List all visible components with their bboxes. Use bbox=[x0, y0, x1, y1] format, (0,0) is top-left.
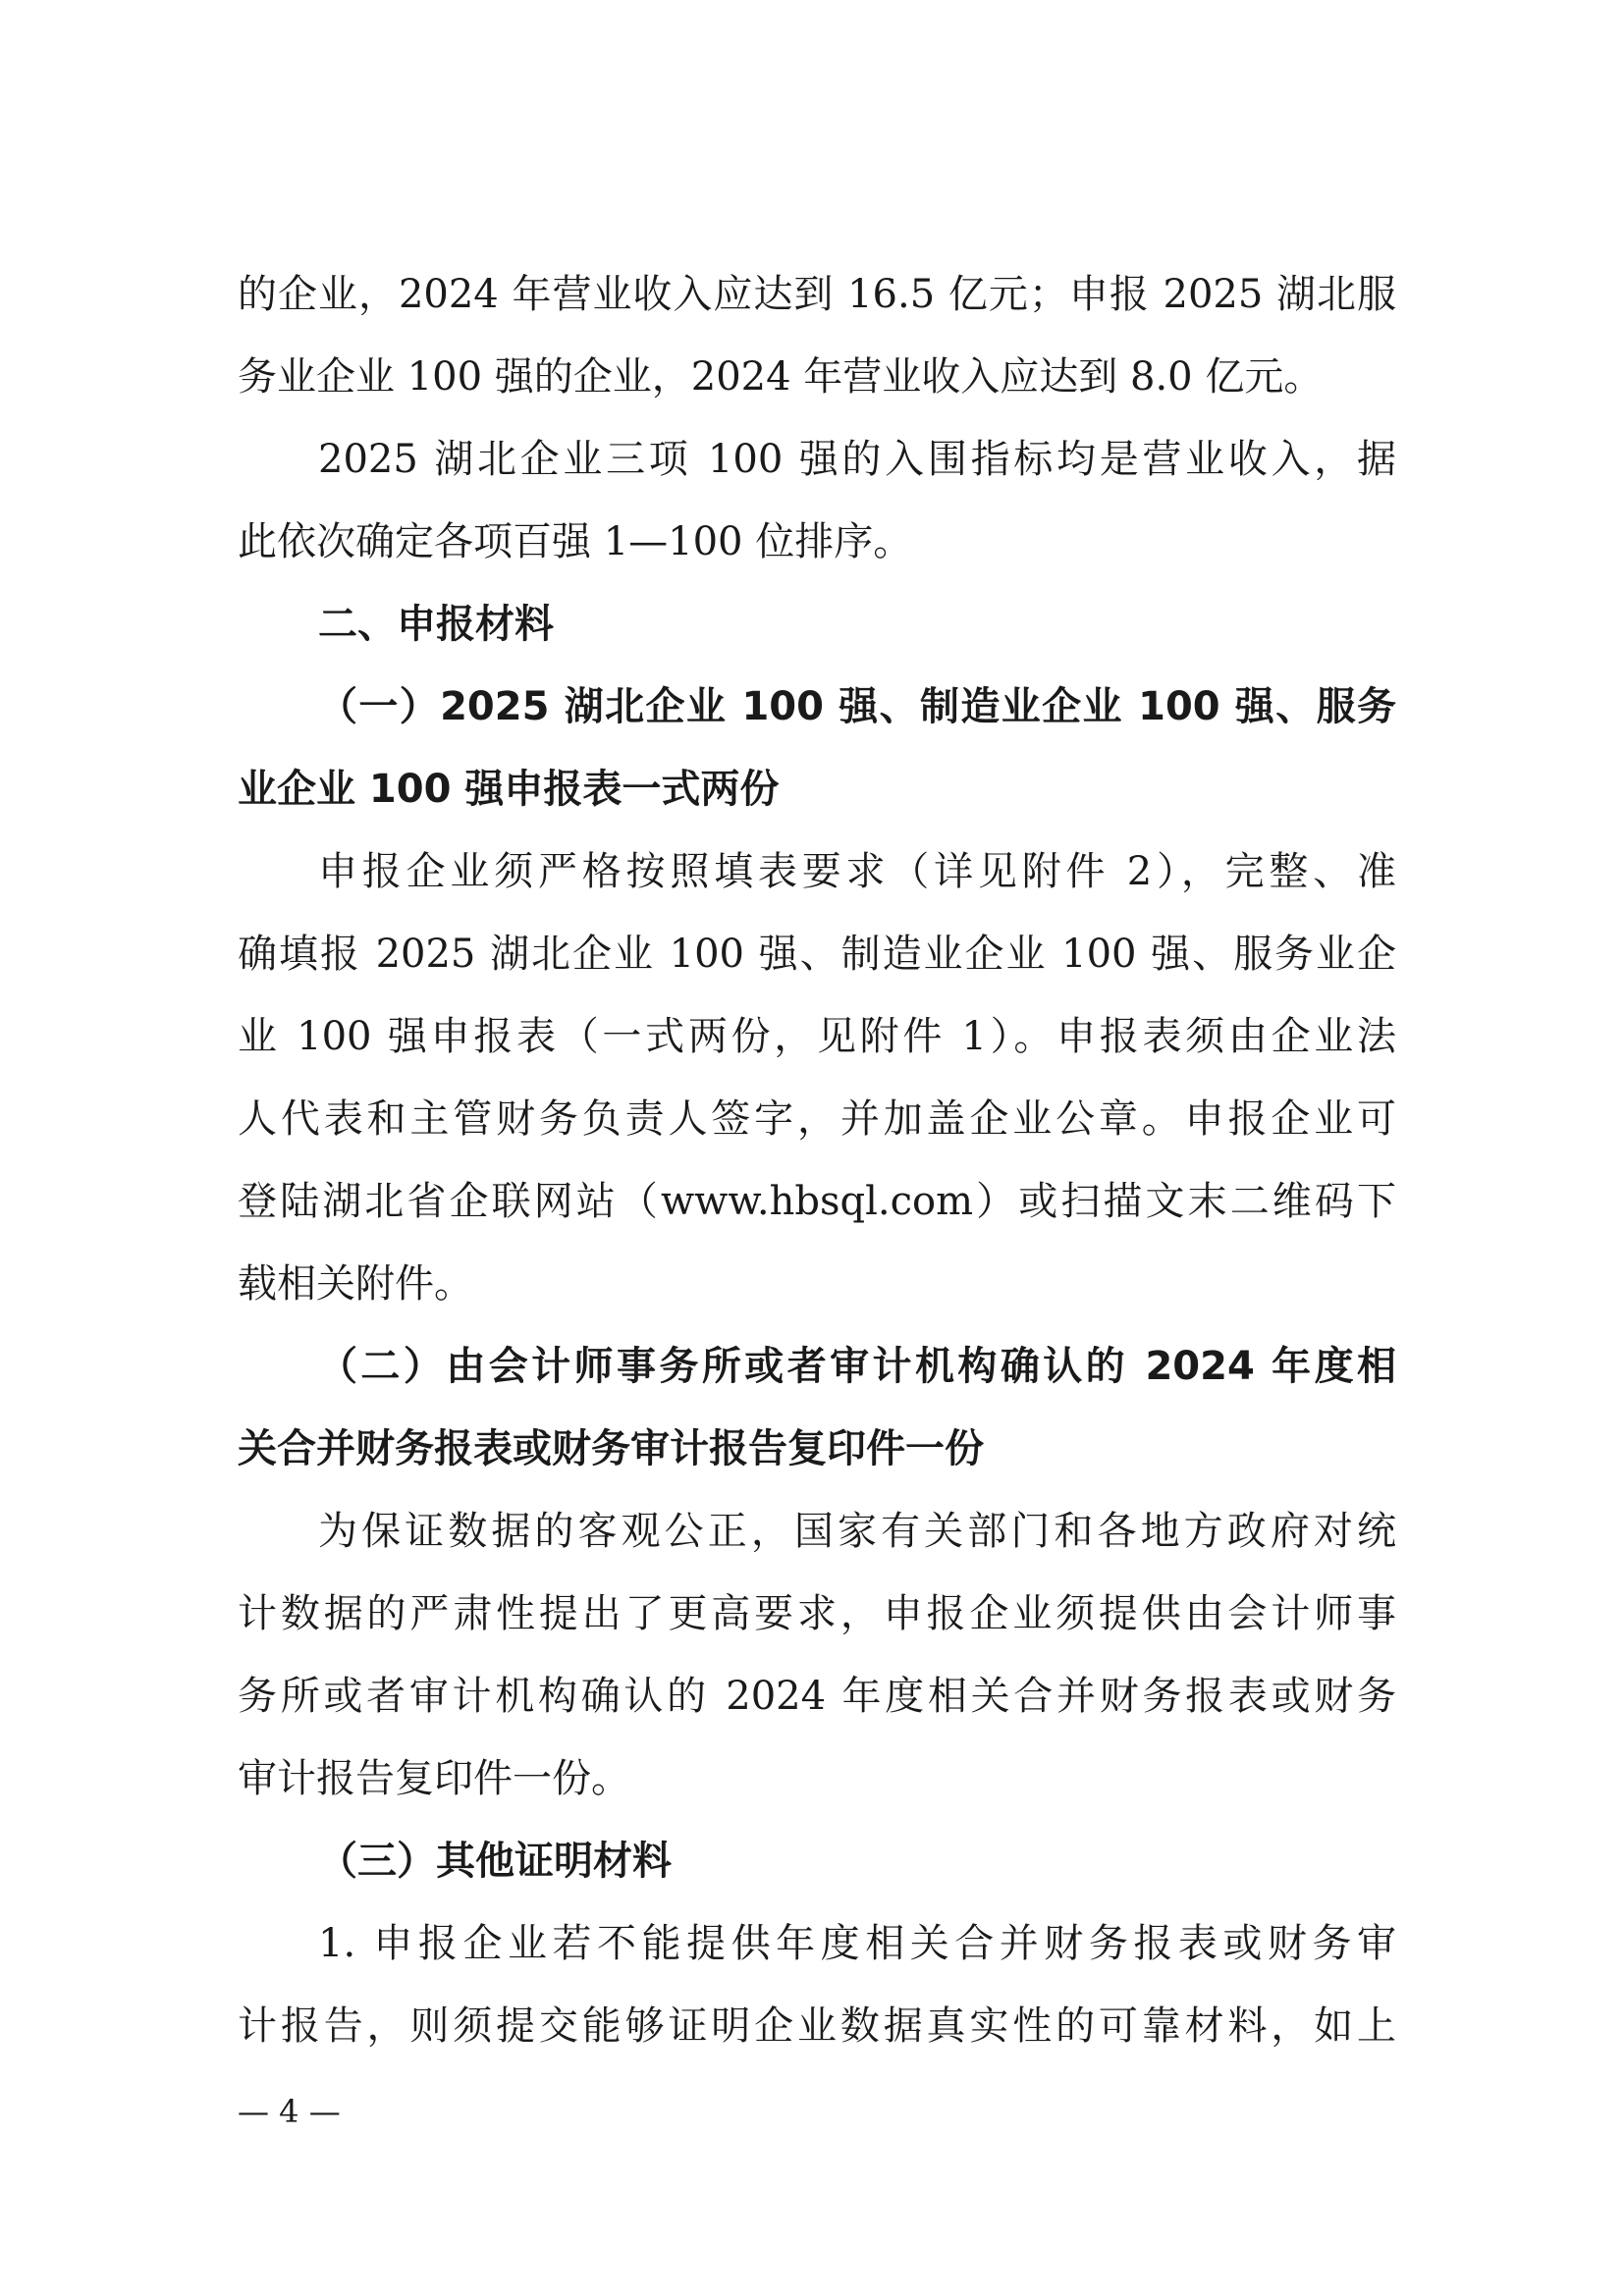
section-heading: 二、申报材料 bbox=[318, 602, 554, 647]
body-text-line: 人代表和主管财务负责人签字，并加盖企业公章。申报企业可 bbox=[238, 1096, 1396, 1142]
body-text-line: 的企业，2024 年营业收入应达到 16.5 亿元；申报 2025 湖北服 bbox=[238, 272, 1396, 317]
subsection-heading: （三）其他证明材料 bbox=[318, 1839, 672, 1884]
body-text-line: 确填报 2025 湖北企业 100 强、制造业企业 100 强、服务业企 bbox=[238, 932, 1396, 977]
body-text-line: 登陆湖北省企联网站（www.hbsql.com）或扫描文末二维码下 bbox=[238, 1179, 1396, 1224]
body-text-line: 2025 湖北企业三项 100 强的入围指标均是营业收入，据 bbox=[318, 437, 1396, 482]
subsection-heading: （一）2025 湖北企业 100 强、制造业企业 100 强、服务 bbox=[318, 684, 1396, 729]
body-text-line: 务业企业 100 强的企业，2024 年营业收入应达到 8.0 亿元。 bbox=[238, 354, 1324, 400]
subsection-heading: （二）由会计师事务所或者审计机构确认的 2024 年度相 bbox=[318, 1344, 1396, 1389]
body-text-line: 计数据的严肃性提出了更高要求，申报企业须提供由会计师事 bbox=[238, 1591, 1396, 1636]
body-text-line: 此依次确定各项百强 1—100 位排序。 bbox=[238, 519, 913, 564]
subsection-heading: 关合并财务报表或财务审计报告复印件一份 bbox=[238, 1426, 984, 1471]
body-text-line: 1. 申报企业若不能提供年度相关合并财务报表或财务审 bbox=[318, 1921, 1396, 1966]
body-text-line: 申报企业须严格按照填表要求（详见附件 2），完整、准 bbox=[318, 849, 1396, 894]
body-text-line: 为保证数据的客观公正，国家有关部门和各地方政府对统 bbox=[318, 1509, 1396, 1554]
body-text-line: 载相关附件。 bbox=[238, 1261, 473, 1307]
body-text-line: 务所或者审计机构确认的 2024 年度相关合并财务报表或财务 bbox=[238, 1674, 1396, 1719]
body-text-line: 业 100 强申报表（一式两份，见附件 1）。申报表须由企业法 bbox=[238, 1014, 1396, 1059]
body-text-line: 计报告，则须提交能够证明企业数据真实性的可靠材料，如上 bbox=[238, 2003, 1396, 2049]
subsection-heading: 业企业 100 强申报表一式两份 bbox=[238, 767, 780, 812]
page-number: — 4 — bbox=[238, 2093, 341, 2130]
body-text-line: 审计报告复印件一份。 bbox=[238, 1756, 630, 1801]
